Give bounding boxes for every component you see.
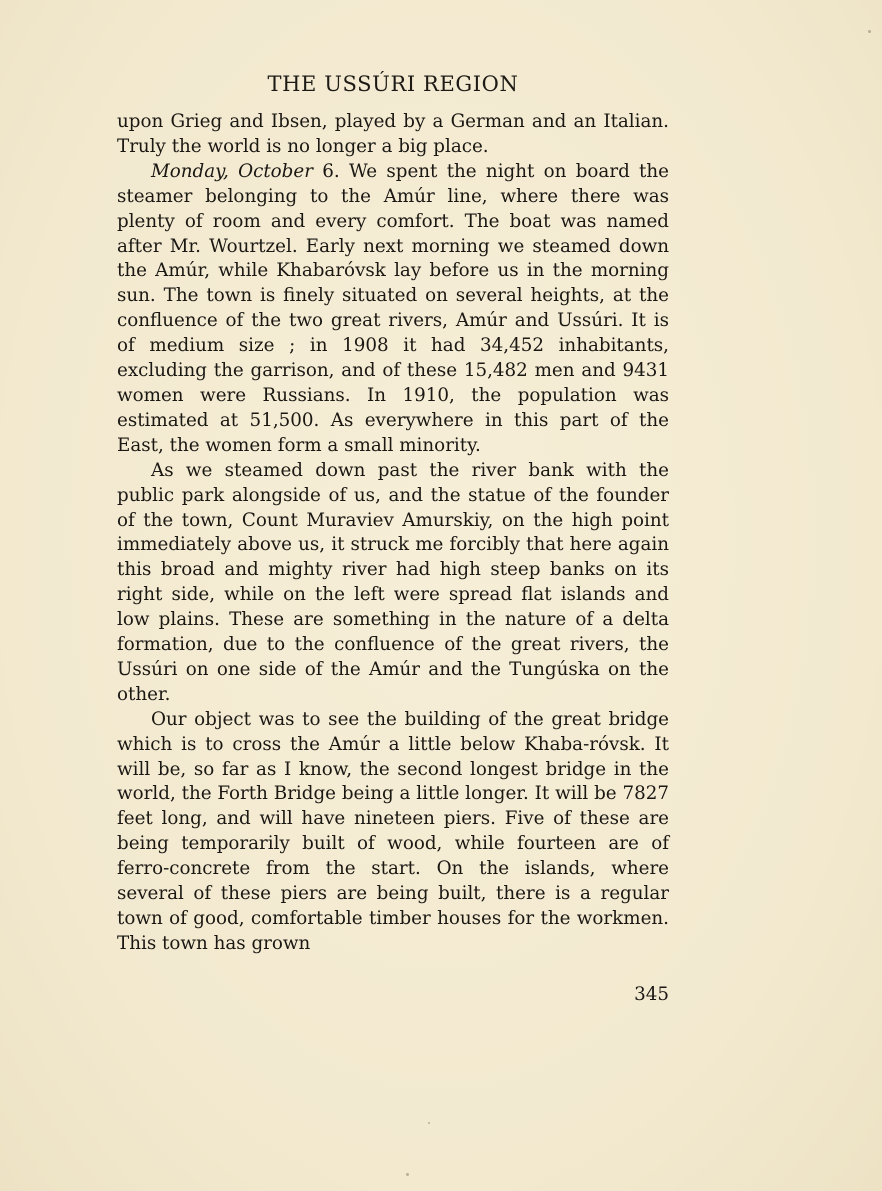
paragraph-text: upon Grieg and Ibsen, played by a German and an Italian. Truly the world is no longer a big place. (117, 111, 669, 157)
page-number: 345 (634, 984, 669, 1005)
paper-speck (428, 1122, 430, 1124)
paragraph-text: As we steamed down past the river bank with the public park alongside of us, and the statue of the founder of the town, Count Muraviev Amurskiy, on the high point immediately above us, it struck me forcibly that here again this broad and mighty river had high steep banks on its right side, while on the left were spread flat islands and low plains. These are something in the nature of a delta formation, due to the confluence of the great rivers, the Ussúri on one side of the Amúr and the Tungúska on the other. (117, 459, 669, 705)
date-heading: Monday, October (151, 160, 313, 182)
paragraph-text: 6. We spent the night on board the steamer belonging to the Amúr line, where there was plenty of room and every comfort. The boat was named after Mr. Wourtzel. Early next morning we steamed down the Amúr, while Khabaróvsk lay before us in the morning sun. The town is finely situated on several heights, at the confluence of the two great rivers, Amúr and Ussúri. It is of medium size ; in 1908 it had 34,452 inhabitants, excluding the garrison, and of these 15,482 men and 9431 women were Russians. In 1910, the population was estimated at 51,500. As everywhere in this part of the East, the women form a small minority. (117, 160, 669, 456)
paper-speck (868, 30, 871, 33)
running-header: THE USSÚRI REGION (267, 72, 519, 96)
paper-speck (406, 1173, 409, 1176)
paragraph-text: Our object was to see the building of the great bridge which is to cross the Amúr a little below Khaba-róvsk. It will be, so far as I know, the second longest bridge in the world, the Forth Bridge being a little longer. It will be 7827 feet long, and will have nineteen piers. Five of these are being temporarily built of wood, while fourteen are of ferro-concrete from the start. On the islands, where several of these piers are being built, there is a regular town of good, comfortable timber houses for the workmen. This town has grown (117, 708, 669, 954)
paragraph (117, 160, 669, 459)
paragraph (117, 459, 669, 708)
paragraph (117, 110, 669, 160)
body-text (117, 110, 669, 957)
paragraph (117, 708, 669, 957)
